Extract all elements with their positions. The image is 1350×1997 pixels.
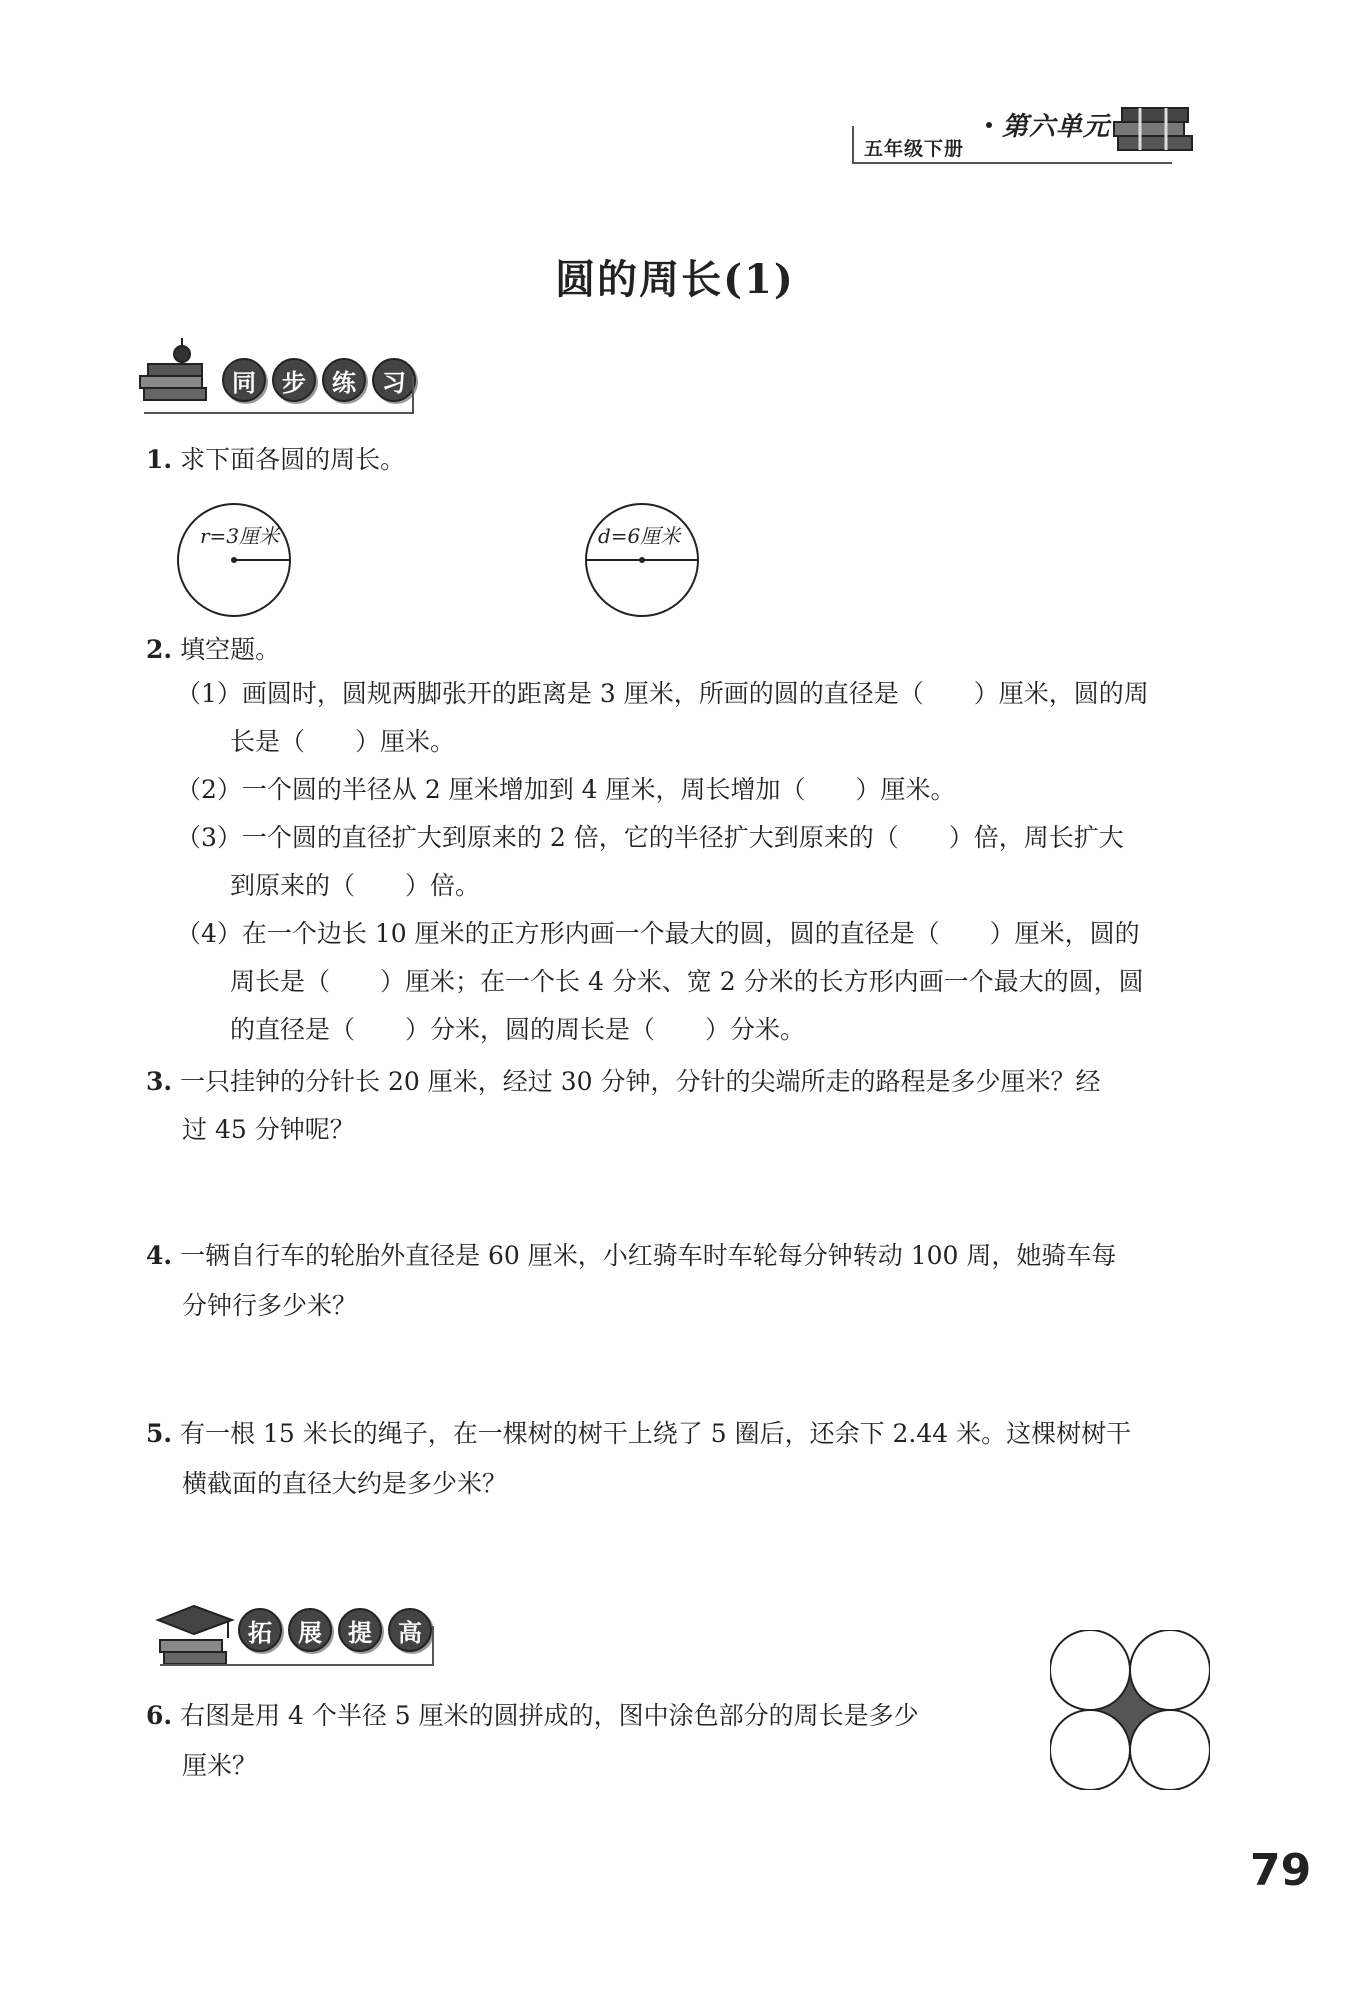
badge-char: 习 [372,358,416,402]
circle-radius-label: r=3厘米 [200,524,280,548]
q2-item-1-line-1: （1）画圆时，圆规两脚张开的距离是 3 厘米，所画的圆的直径是（ ）厘米，圆的周 [176,679,1149,708]
section-badge-extension [238,1608,438,1652]
page-number: 79 [1250,1845,1312,1896]
question-6 [146,1700,919,1732]
question-number: 6. [146,1701,173,1730]
page-title: 圆的周长(1) [555,256,795,303]
question-text: 有一根 15 米长的绳子，在一棵树的树干上绕了 5 圈后，还余下 2.44 米。这棵树树干 [180,1419,1132,1448]
q2-item-4-line-3: 的直径是（ ）分米，圆的周长是（ ）分米。 [230,1015,806,1044]
circle-diameter-diagram [580,498,704,622]
q2-item-3-line-1: （3）一个圆的直径扩大到原来的 2 倍，它的半径扩大到原来的（ ）倍，周长扩大 [176,823,1124,852]
q2-item-1-line-2: 长是（ ）厘米。 [230,727,456,756]
grade-label: 五年级下册 [864,138,965,160]
question-1 [146,444,405,476]
badge-char: 拓 [238,1608,282,1652]
unit-dot [986,122,992,128]
section-rule [144,412,414,414]
question-text: 求下面各圆的周长。 [180,445,406,474]
badge-char: 提 [338,1608,382,1652]
question-number: 2. [146,635,173,664]
section-badge-sync-practice [222,358,422,402]
question-3 [146,1066,1100,1098]
question-4 [146,1240,1116,1272]
q2-item-3-line-2: 到原来的（ ）倍。 [230,871,481,900]
question-number: 3. [146,1067,173,1096]
question-4-line-2: 分钟行多少米？ [182,1291,358,1320]
header-rule-vertical [852,126,854,162]
question-3-line-2: 过 45 分钟呢？ [182,1115,355,1144]
question-number: 5. [146,1419,173,1448]
question-text: 填空题。 [180,635,281,664]
question-5-line-2: 横截面的直径大约是多少米？ [182,1469,508,1498]
unit-label: 第六单元 [1002,112,1111,142]
section-rule-v [412,376,414,414]
badge-char: 同 [222,358,266,402]
question-text: 一只挂钟的分针长 20 厘米，经过 30 分钟，分针的尖端所走的路程是多少厘米？经 [180,1067,1101,1096]
section-rule [160,1664,434,1666]
q2-item-4-line-1: （4）在一个边长 10 厘米的正方形内画一个最大的圆，圆的直径是（ ）厘米，圆的 [176,919,1140,948]
question-5 [146,1418,1131,1450]
question-6-line-2: 厘米？ [182,1751,258,1780]
question-2 [146,634,280,666]
books-icon [1110,98,1200,168]
circle-radius-diagram [172,498,296,622]
question-number: 4. [146,1241,173,1270]
badge-char: 展 [288,1608,332,1652]
graduation-cap-icon [150,1598,240,1678]
q2-item-4-line-2: 周长是（ ）厘米；在一个长 4 分米、宽 2 分米的长方形内画一个最大的圆，圆 [230,967,1144,996]
question-text: 右图是用 4 个半径 5 厘米的圆拼成的，图中涂色部分的周长是多少 [180,1701,919,1730]
four-circles-diagram [1050,1630,1210,1790]
badge-char: 高 [388,1608,432,1652]
study-icon [138,338,218,418]
badge-char: 步 [272,358,316,402]
q2-item-2-line-1: （2）一个圆的半径从 2 厘米增加到 4 厘米，周长增加（ ）厘米。 [176,775,956,804]
circle-diameter-label: d=6厘米 [598,524,681,548]
badge-char: 练 [322,358,366,402]
section-rule-v [432,1626,434,1666]
question-text: 一辆自行车的轮胎外直径是 60 厘米，小红骑车时车轮每分钟转动 100 周，她骑车每 [180,1241,1117,1270]
question-number: 1. [146,445,173,474]
